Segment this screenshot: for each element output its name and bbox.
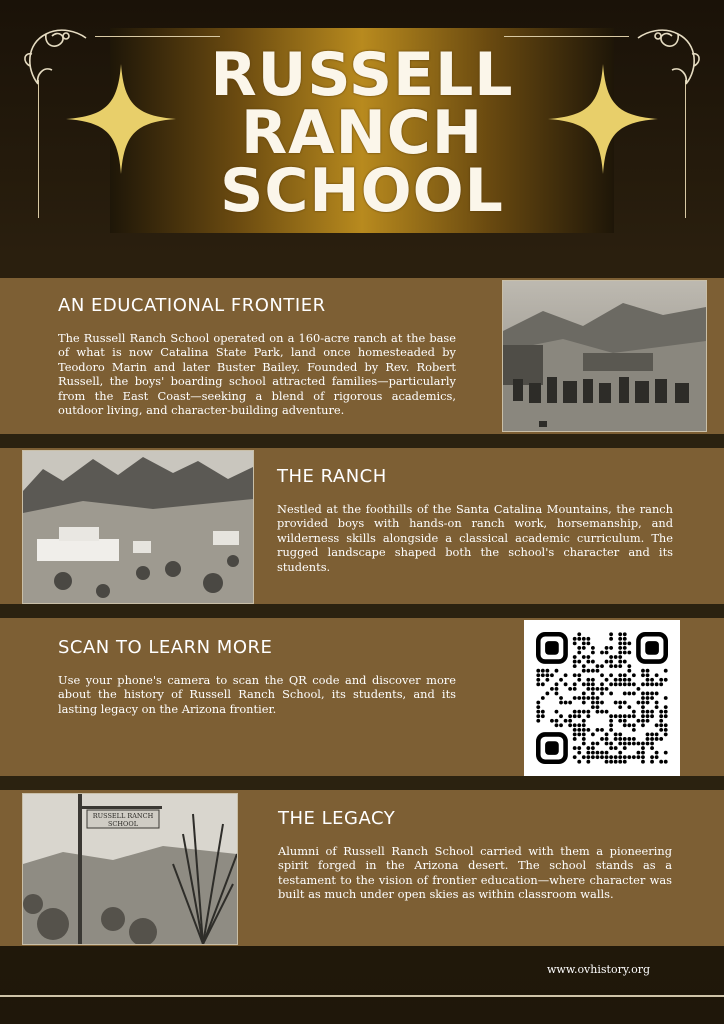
divider-band (0, 434, 724, 448)
section-frontier-title: AN EDUCATIONAL FRONTIER (58, 295, 326, 316)
sign-text-line-1: RUSSELL RANCH (92, 812, 154, 820)
section-ranch-title: THE RANCH (277, 466, 387, 487)
section-scan-title: SCAN TO LEARN MORE (58, 637, 273, 658)
section-ranch-body: Nestled at the foothills of the Santa Catalina Mountains, the ranch provided boys with hands-on ranch work, horsemanship, and wilderness skills alongside a classical academic curriculum. The rugged landscape shaped both the school's character and its students. (277, 502, 673, 574)
horsemen-group-photo (502, 280, 707, 432)
title-line-1: RUSSELL (210, 40, 514, 110)
section-scan-body: Use your phone's camera to scan the QR code and discover more about the history of Russell Ranch School, its students, and its lasting legacy on the Arizona frontier. (58, 673, 456, 716)
title-line-2: RANCH (240, 98, 484, 168)
top-rule-left (95, 36, 220, 37)
top-rule-right (504, 36, 629, 37)
qr-code-pattern (524, 620, 680, 776)
section-legacy-title: THE LEGACY (278, 808, 396, 829)
footer-rule (0, 995, 724, 997)
left-vertical-rule (38, 80, 39, 218)
right-vertical-rule (685, 80, 686, 218)
school-sign-photo (22, 793, 238, 945)
header (0, 0, 724, 255)
section-legacy-body: Alumni of Russell Ranch School carried with them a pioneering spirit forged in the Arizona desert. The school stands as a testament to the vision of frontier education—where character was built as much under open skies as within classroom walls. (278, 844, 672, 902)
section-frontier-body: The Russell Ranch School operated on a 160-acre ranch at the base of what is now Catalina State Park, land once homesteaded by Teodoro Marin and later Buster Bailey. Founded by Rev. Robert Russell, the boys' boarding school attracted families—particularly from the East Coast—seeking a blend of rigorous academics, outdoor living, and character-building adventure. (58, 331, 456, 418)
qr-code[interactable] (524, 620, 680, 776)
sign-text-line-2: SCHOOL (107, 820, 139, 828)
page-title (110, 40, 614, 226)
ranch-buildings-photo (22, 450, 254, 604)
title-line-3: SCHOOL (220, 156, 504, 226)
footer-website-link[interactable]: www.ovhistory.org (547, 963, 650, 976)
divider-band (0, 604, 724, 618)
divider-band (0, 776, 724, 790)
